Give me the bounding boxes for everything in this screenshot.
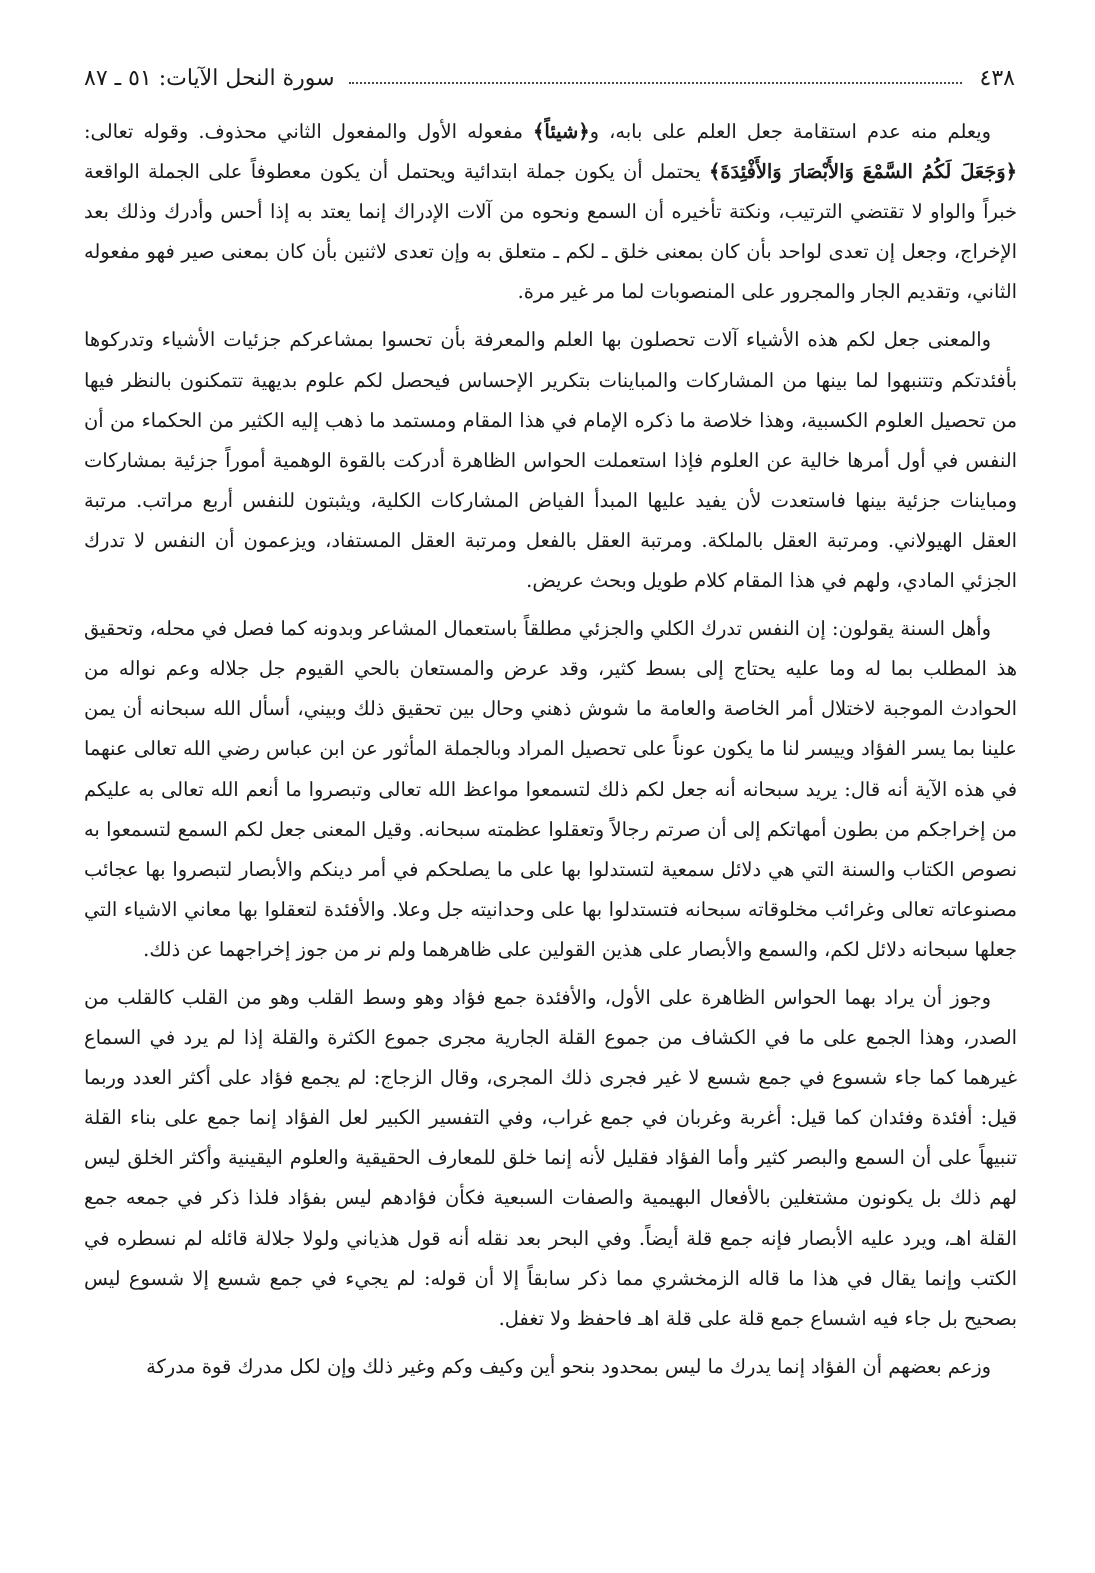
quran-verse-quote: ﴿وَجَعَلَ لَكُمُ السَّمْعَ وَالأَبْصَارَ وَالأَفْئِدَةَ﴾ [709, 160, 1017, 184]
paragraph-2: والمعنى جعل لكم هذه الأشياء آلات تحصلون بها العلم والمعرفة بأن تحسوا بمشاعركم جزئيات الأشياء وتدركوها بأفئدتكم وتتنبهوا لما بينها من المشاركات والمباينات بتكرير الإحساس فيحصل لكم علوم بديهية تتمكنون بالنظر فيها من تحصيل العلوم الكسبية، وهذا خلاصة ما ذكره الإمام في هذا المقام ومستمد ما ذهب إليه الكثير من الحكماء من أن النفس في أول أمرها خالية عن العلوم فإذا استعملت الحواس الظاهرة أدركت بالقوة الوهمية أموراً جزئية بمشاركات ومباينات جزئية بينها فاستعدت لأن يفيد عليها المبدأ الفياض المشاركات الكلية، ويثبتون للنفس أربع مراتب. مرتبة العقل الهيولاني. ومرتبة العقل بالملكة. ومرتبة العقل بالفعل ومرتبة العقل المستفاد، ويزعمون أن النفس لا تدرك الجزئي المادي، ولهم في هذا المقام كلام طويل وبحث عريض. [84, 328, 1017, 593]
page-body [84, 112, 1017, 1395]
paragraph-1-text-a: ويعلم منه عدم استقامة جعل العلم على بابه، و [589, 120, 991, 143]
running-title: سورة النحل الآيات: ٥١ ـ ٨٧ [84, 66, 335, 91]
paragraph-1-text-c: يحتمل أن يكون جملة ابتدائية ويحتمل أن يكون معطوفاً على الجملة الواقعة خبراً والواو لا تقتضي الترتيب، ونكتة تأخيره أن السمع ونحوه من آلات الإدراك إنما يعتد به إذا أحس وأدرك وذلك بعد الإخراج، وجعل إن تعدى لواحد بأن كان بمعنى خلق ـ لكم ـ متعلق به وإن تعدى لاثنين بأن كان بمعنى صير فهو مفعوله الثاني، وتقديم الجار والمجرور على المنصوبات لما مر غير مرة. [84, 160, 1017, 304]
paragraph-1-text-b: مفعوله الأول والمفعول الثاني محذوف. وقوله تعالى: [84, 120, 534, 143]
paragraph-5: وزعم بعضهم أن الفؤاد إنما يدرك ما ليس بمحدود بنحو أين وكيف وكم وغير ذلك وإن لكل مدرك قوة مدركة [146, 1354, 991, 1378]
paragraph-4: وجوز أن يراد بهما الحواس الظاهرة على الأول، والأفئدة جمع فؤاد وهو وسط القلب وهو من القلب كالقلب من الصدر، وهذا الجمع على ما في الكشاف من جموع القلة الجارية مجرى جموع الكثرة والقلة إذا لم يرد في السماع غيرهما كما جاء شسوع في جمع شسع لا غير فجرى ذلك المجرى، وقال الزجاج: لم يجمع فؤاد على أكثر العدد وربما قيل: أفئدة وفئدان كما قيل: أغربة وغربان في جمع غراب، وفي التفسير الكبير لعل الفؤاد إنما جمع على بناء القلة تنبيهاً على أن السمع والبصر كثير وأما الفؤاد فقليل لأنه إنما خلق للمعارف الحقيقية والعلوم اليقينية وأكثر الخلق ليس لهم ذلك بل يكونون مشتغلين بالأفعال البهيمية والصفات السبعية فكأن فؤادهم ليس بفؤاد فلذا ذكر في جمعه جمع القلة اهـ، ويرد عليه الأبصار فإنه جمع قلة أيضاً. وفي البحر بعد نقله أنه قول هذياني ولولا جلالة قائله لم نسطره في الكتب وإنما يقال في هذا ما قاله الزمخشري مما ذكر سابقاً إلا أن قوله: لم يجيء في جمع شسع إلا شسوع ليس بصحيح بل جاء فيه اشساع جمع قلة على قلة اهـ فاحفظ ولا تغفل. [84, 985, 1017, 1330]
quran-quote-shayan: ﴿شيئاً﴾ [533, 120, 590, 143]
page-header [84, 62, 1015, 96]
paragraph-3: وأهل السنة يقولون: إن النفس تدرك الكلي والجزئي مطلقاً باستعمال المشاعر وبدونه كما فصل في محله، وتحقيق هذ المطلب بما له وما عليه يحتاج إلى بسط كثير، وقد عرض والمستعان بالحي القيوم جل جلاله وعم نواله من الحوادث الموجبة لاختلال أمر الخاصة والعامة ما شوش ذهني وحال بين تحقيق ذلك وبيني، أسأل الله سبحانه أن يمن علينا بما يسر الفؤاد وييسر لنا ما يكون عوناً على تحصيل المراد وبالجملة المأثور عن ابن عباس رضي الله تعالى عنهما في هذه الآية أنه قال: يريد سبحانه أنه جعل لكم ذلك لتسمعوا مواعظ الله تعالى وتبصروا ما أنعم الله تعالى به عليكم من إخراجكم من بطون أمهاتكم إلى أن صرتم رجالاً وتعقلوا عظمته سبحانه. وقيل المعنى جعل لكم السمع لتسمعوا به نصوص الكتاب والسنة التي هي دلائل سمعية لتستدلوا بها على ما يصلحكم في أمر دينكم والأبصار لتبصروا بها عجائب مصنوعاته تعالى وغرائب مخلوقاته سبحانه فتستدلوا بها على وحدانيته جل وعلا. والأفئدة لتعقلوا بها معاني الاشياء التي جعلها سبحانه دلائل لكم، والسمع والأبصار على هذين القولين على ظاهرهما ولم نر من جوز إخراجهما عن ذلك. [84, 617, 1017, 961]
header-leader-dots [349, 82, 962, 84]
page-number: ٤٣٨ [979, 66, 1015, 91]
paragraph-1 [84, 112, 1017, 312]
